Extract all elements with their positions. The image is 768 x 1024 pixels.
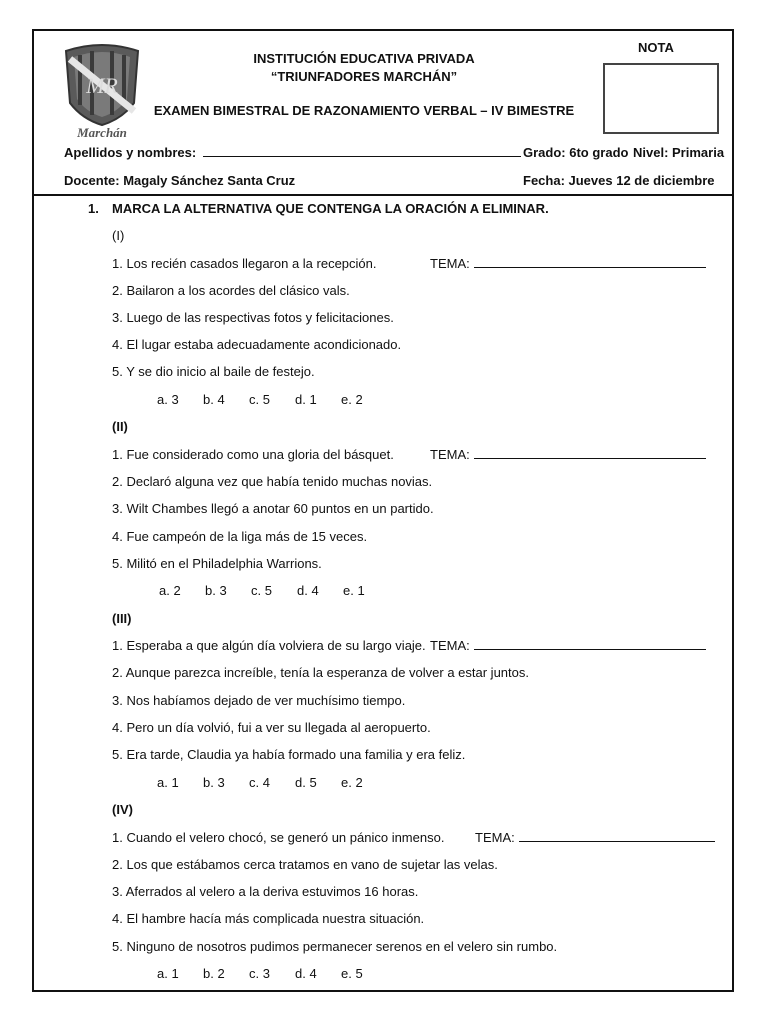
- exam-title: EXAMEN BIMESTRAL DE RAZONAMIENTO VERBAL – IV BIMESTRE: [153, 103, 575, 118]
- option[interactable]: a. 2: [159, 583, 181, 598]
- sentence: 2. Declaró alguna vez que había tenido muchas novias.: [112, 474, 433, 489]
- question-instruction: MARCA LA ALTERNATIVA QUE CONTENGA LA ORACIÓN A ELIMINAR.: [112, 201, 549, 216]
- option[interactable]: d. 5: [295, 775, 317, 790]
- tema-label: TEMA:: [430, 256, 470, 271]
- option[interactable]: a. 1: [157, 775, 179, 790]
- answer-options: [159, 583, 389, 598]
- option[interactable]: c. 4: [249, 775, 270, 790]
- option[interactable]: c. 5: [249, 392, 270, 407]
- option[interactable]: a. 3: [157, 392, 179, 407]
- set-label: (IV): [112, 802, 133, 817]
- option[interactable]: b. 3: [205, 583, 227, 598]
- option[interactable]: b. 3: [203, 775, 225, 790]
- sentence: 1. Los recién casados llegaron a la recepción.: [112, 256, 377, 271]
- exam-page: [32, 29, 734, 992]
- sentence: 1. Esperaba a que algún día volviera de su largo viaje.: [112, 638, 426, 653]
- option[interactable]: e. 1: [343, 583, 365, 598]
- sentence: 3. Luego de las respectivas fotos y felicitaciones.: [112, 310, 394, 325]
- option[interactable]: d. 4: [297, 583, 319, 598]
- sentence: 3. Wilt Chambes llegó a anotar 60 puntos en un partido.: [112, 501, 434, 516]
- sentence: 5. Y se dio inicio al baile de festejo.: [112, 364, 315, 379]
- tema-blank[interactable]: [474, 256, 706, 268]
- answer-options: [157, 966, 387, 981]
- option[interactable]: e. 2: [341, 775, 363, 790]
- answer-options: [157, 775, 387, 790]
- name-blank[interactable]: [203, 145, 521, 157]
- option[interactable]: c. 5: [251, 583, 272, 598]
- school-logo: [62, 39, 142, 139]
- option[interactable]: c. 3: [249, 966, 270, 981]
- tema-field[interactable]: [475, 830, 715, 845]
- answer-options: [157, 392, 387, 407]
- level-label: Nivel: Primaria: [633, 145, 725, 160]
- svg-text:Marchán: Marchán: [77, 125, 127, 139]
- tema-field[interactable]: [430, 638, 706, 653]
- tema-label: TEMA:: [430, 447, 470, 462]
- sentence: 5. Militó en el Philadelphia Warrions.: [112, 556, 322, 571]
- option[interactable]: e. 5: [341, 966, 363, 981]
- tema-field[interactable]: [430, 447, 706, 462]
- sentence: 2. Aunque parezca increíble, tenía la esperanza de volver a estar juntos.: [112, 665, 529, 680]
- sentence: 2. Los que estábamos cerca tratamos en vano de sujetar las velas.: [112, 857, 498, 872]
- sentence: 2. Bailaron a los acordes del clásico vals.: [112, 283, 350, 298]
- option[interactable]: b. 4: [203, 392, 225, 407]
- tema-label: TEMA:: [475, 830, 515, 845]
- nota-label: NOTA: [638, 40, 674, 55]
- tema-field[interactable]: [430, 256, 706, 271]
- institution-title: INSTITUCIÓN EDUCATIVA PRIVADA: [253, 51, 475, 66]
- name-label: Apellidos y nombres:: [64, 145, 197, 160]
- sentence: 5. Ninguno de nosotros pudimos permanecer serenos en el velero sin rumbo.: [112, 939, 558, 954]
- sentence: 1. Cuando el velero chocó, se generó un pánico inmenso.: [112, 830, 445, 845]
- tema-label: TEMA:: [430, 638, 470, 653]
- sentence: 3. Nos habíamos dejado de ver muchísimo tiempo.: [112, 693, 406, 708]
- grade-label: Grado: 6to grado: [523, 145, 629, 160]
- svg-text:MR: MR: [86, 73, 118, 98]
- student-name-field[interactable]: [64, 145, 521, 160]
- sentence: 4. Pero un día volvió, fui a ver su llegada al aeropuerto.: [112, 720, 431, 735]
- date-label: Fecha: Jueves 12 de diciembre: [523, 173, 715, 188]
- tema-blank[interactable]: [519, 830, 715, 842]
- set-label: (II): [112, 419, 128, 434]
- sentence: 4. El lugar estaba adecuadamente acondicionado.: [112, 337, 402, 352]
- option[interactable]: a. 1: [157, 966, 179, 981]
- sentence: 1. Fue considerado como una gloria del básquet.: [112, 447, 394, 462]
- sentence: 3. Aferrados al velero a la deriva estuvimos 16 horas.: [112, 884, 419, 899]
- sentence: 4. El hambre hacía más complicada nuestra situación.: [112, 911, 425, 926]
- option[interactable]: d. 4: [295, 966, 317, 981]
- option[interactable]: d. 1: [295, 392, 317, 407]
- sentence: 4. Fue campeón de la liga más de 15 veces.: [112, 529, 368, 544]
- grade-box[interactable]: [603, 63, 719, 134]
- tema-blank[interactable]: [474, 638, 706, 650]
- question-number: 1.: [88, 201, 99, 216]
- header-divider: [34, 194, 732, 196]
- sentence: 5. Era tarde, Claudia ya había formado una familia y era feliz.: [112, 747, 466, 762]
- school-name: “TRIUNFADORES MARCHÁN”: [270, 69, 458, 84]
- tema-blank[interactable]: [474, 447, 706, 459]
- set-label: (I): [112, 228, 125, 243]
- option[interactable]: e. 2: [341, 392, 363, 407]
- set-label: (III): [112, 611, 132, 626]
- option[interactable]: b. 2: [203, 966, 225, 981]
- teacher-label: Docente: Magaly Sánchez Santa Cruz: [64, 173, 296, 188]
